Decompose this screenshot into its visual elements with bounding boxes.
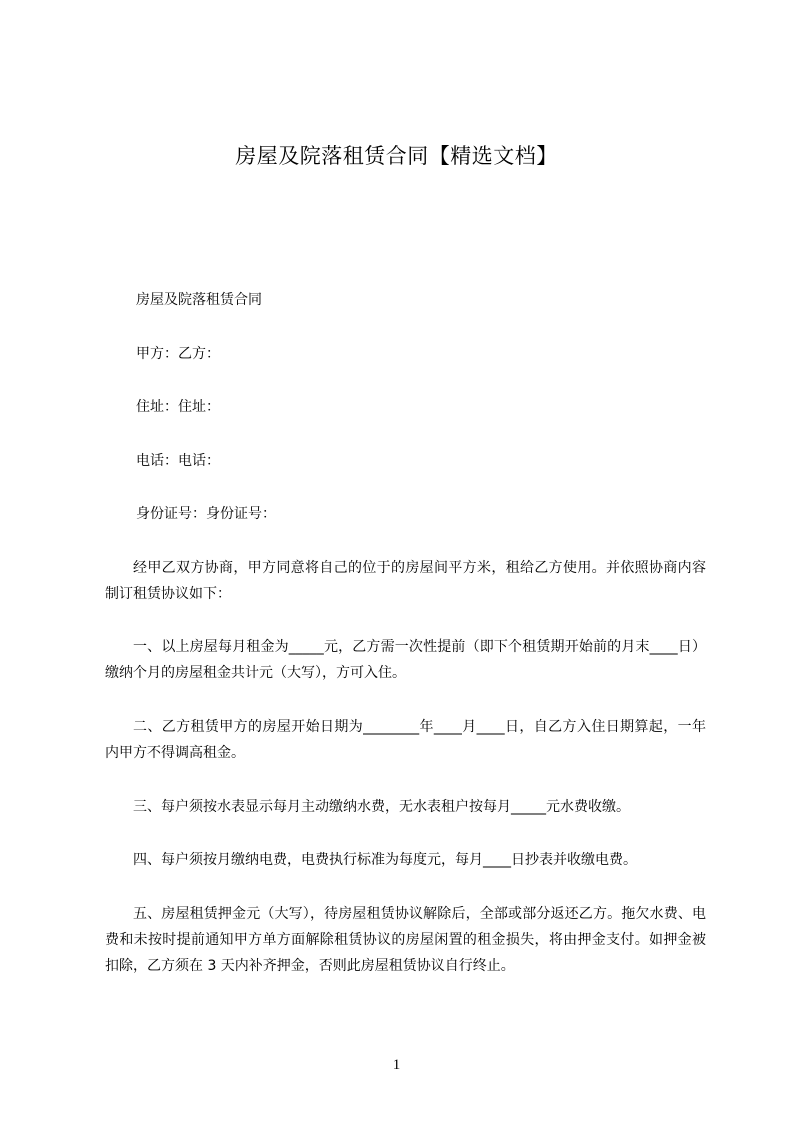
party-line: 甲方：乙方： bbox=[136, 346, 220, 362]
clause-electric-fee: 四、每户须按月缴纳电费，电费执行标准为每度元，每月____日抄表并收缴电费。 bbox=[133, 852, 637, 868]
clause-deposit: 五、房屋租赁押金元（大写），待房屋租赁协议解除后，全部或部分返还乙方。拖欠水费、电费和未按时提前通知甲方单方面解除租赁协议的房屋闲置的租金损失，将由押金支付。如押金被扣除，乙方须在 3 天内补齐押金，否则此房屋租赁协议自行终止。 bbox=[105, 906, 706, 974]
intro-paragraph: 经甲乙双方协商，甲方同意将自己的位于的房屋间平方米，租给乙方使用。并依照协商内容制订租赁协议如下： bbox=[105, 560, 706, 602]
clause-start-date: 二、乙方租赁甲方的房屋开始日期为________年____月____日，自乙方入住日期算起，一年内甲方不得调高租金。 bbox=[105, 719, 706, 761]
clause-water-fee: 三、每户须按水表显示每月主动缴纳水费，无水表租户按每月_____元水费收缴。 bbox=[133, 799, 630, 815]
address-line: 住址：住址： bbox=[136, 399, 220, 415]
document-title: 房屋及院落租赁合同【精选文档】 bbox=[235, 144, 558, 168]
id-number-line: 身份证号：身份证号： bbox=[136, 506, 276, 522]
page-number: 1 bbox=[392, 1057, 401, 1073]
contract-subtitle: 房屋及院落租赁合同 bbox=[136, 292, 262, 308]
clause-rent: 一、以上房屋每月租金为_____元，乙方需一次性提前（即下个租赁期开始前的月末____日）缴纳个月的房屋租金共计元（大写），方可入住。 bbox=[105, 639, 706, 681]
phone-line: 电话：电话： bbox=[136, 453, 220, 469]
